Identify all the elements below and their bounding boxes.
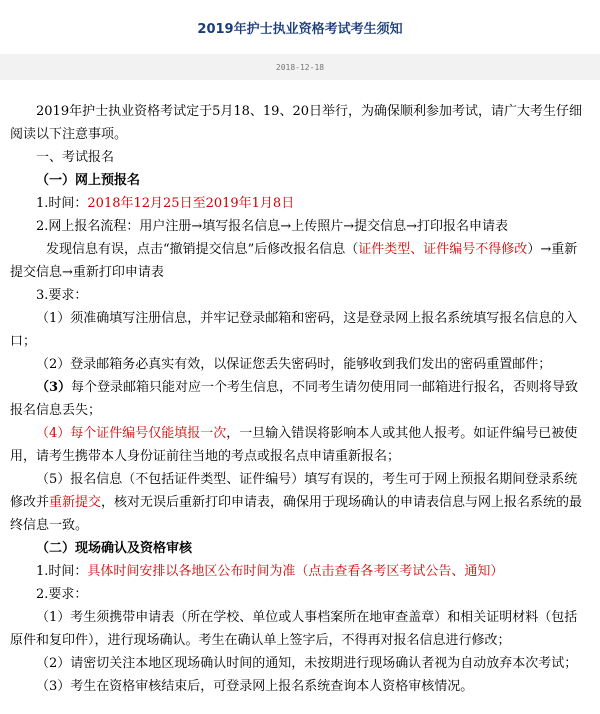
- article-body: [0, 80, 600, 698]
- intro-paragraph: 2019年护士执业资格考试定于5月18、19、20日举行，为确保顺利参加考试，请广大考生仔细阅读以下注意事项。: [10, 104, 582, 142]
- subsection-title: （一）网上预报名: [36, 173, 141, 188]
- subsection-heading: [10, 169, 590, 192]
- requirement-item: [10, 376, 590, 422]
- requirement-number: （3）: [36, 380, 72, 395]
- time-label: 1.时间：: [36, 564, 88, 579]
- correction-warning: 证件类型、证件编号不得修改: [358, 242, 528, 257]
- requirement-item: [10, 468, 590, 537]
- time-line: [10, 192, 590, 215]
- requirement-item: （2）请密切关注本地区现场确认时间的通知，未按期进行现场确认者视为自动放弃本次考试；: [36, 656, 578, 671]
- time-value: 2018年12月25日至2019年1月8日: [87, 196, 295, 211]
- requirements-label: 3.要求：: [36, 288, 88, 303]
- correction-text-a: 发现信息有误，点击“撤销提交信息”后修改报名信息（: [46, 242, 359, 257]
- time-line: [10, 560, 590, 583]
- requirement-number: （4）: [36, 426, 71, 441]
- publish-date: 2018-12-18: [275, 62, 325, 72]
- requirement-item: （2）登录邮箱务必真实有效，以保证您丢失密码时，能够收到我们发出的密码重置邮件；: [36, 357, 552, 372]
- requirement-item: [10, 422, 590, 468]
- page-header: [0, 0, 600, 54]
- time-label: 1.时间：: [36, 196, 88, 211]
- page-title: 2019年护士执业资格考试考生须知: [197, 21, 403, 37]
- exam-notice-link[interactable]: （点击查看各考区考试公告、通知）: [295, 564, 504, 579]
- requirement-item: （1）须准确填写注册信息，并牢记登录邮箱和密码，这是登录网上报名系统填写报名信息的入口；: [10, 311, 578, 349]
- requirement-text-a: （5）报名信息（不包括证件类型、证件编号）填写有误的，考生可于网上预报名期间登录系统修改并: [10, 472, 578, 510]
- requirements-label: 2.要求：: [36, 587, 88, 602]
- time-value: 具体时间安排以各地区公布时间为准: [87, 564, 296, 579]
- correction-text-b: ）→重新提交信息→重新打印申请表: [10, 242, 578, 280]
- requirement-text-b: ，核对无误后重新打印申请表，确保用于现场确认的申请表信息与网上报名系统的最终信息一致。: [10, 495, 583, 533]
- date-bar: [0, 54, 600, 80]
- requirement-text: ，一旦输入错误将影响本人或其他人报考。如证件编号已被使用，请考生携带本人身份证前往当地的考点或报名点申请重新报名；: [10, 426, 578, 464]
- requirement-item: （1）考生须携带申请表（所在学校、单位或人事档案所在地审查盖章）和相关证明材料（包括原件和复印件），进行现场确认。考生在确认单上签字后，不得再对报名信息进行修改；: [10, 610, 578, 648]
- requirement-warning: 每个证件编号仅能填报一次: [70, 426, 227, 441]
- requirement-item: （3）考生在资格审核结束后，可登录网上报名系统查询本人资格审核情况。: [36, 679, 474, 694]
- subsection-heading: [10, 537, 590, 560]
- correction-paragraph: [10, 238, 590, 284]
- process-line: 2.网上报名流程：用户注册→填写报名信息→上传照片→提交信息→打印报名申请表: [36, 219, 508, 234]
- section-heading: 一、考试报名: [36, 150, 115, 165]
- requirement-text: 每个登录邮箱只能对应一个考生信息，不同考生请勿使用同一邮箱进行报名，否则将导致报名信息丢失；: [10, 380, 579, 418]
- requirement-warning: 重新提交: [49, 495, 102, 510]
- subsection-title: （二）现场确认及资格审核: [36, 541, 193, 556]
